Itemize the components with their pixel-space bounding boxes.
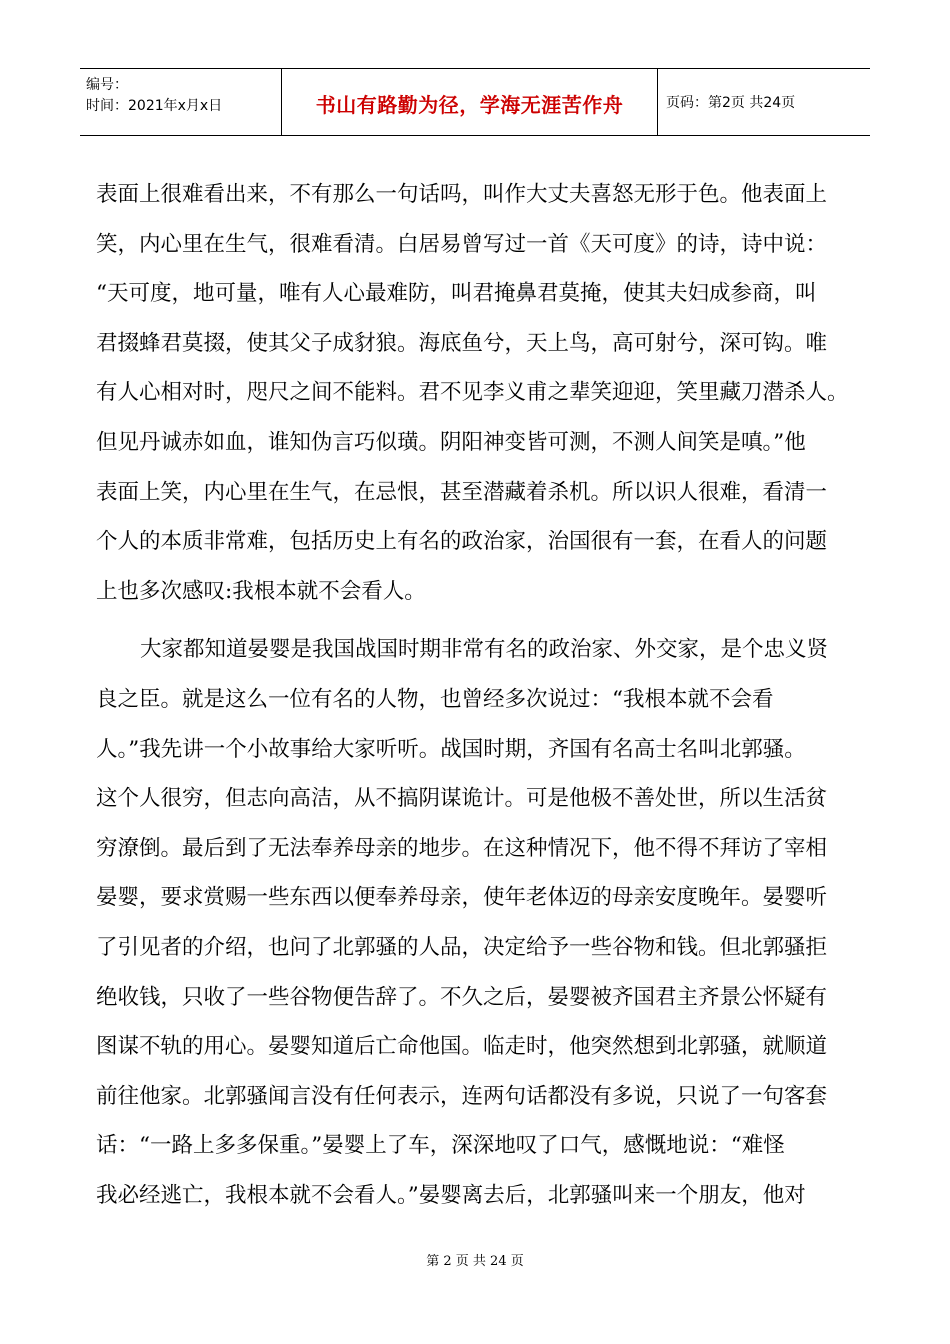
page-footer: 第 2 页 共 24 页: [426, 1254, 524, 1269]
date-label: 时间：2021年x月x日: [86, 98, 223, 114]
header-motto: 书山有路勤为径，学海无涯苦作舟: [282, 69, 658, 135]
text-line: 晏婴，要求赏赐一些东西以便奉养母亲，使年老体迈的母亲安度晚年。晏婴听: [96, 885, 828, 911]
text-line: 良之臣。就是这么一位有名的人物，也曾经多次说过：“我根本就不会看: [96, 686, 774, 712]
text-line: 前往他家。北郭骚闻言没有任何表示，连两句话都没有多说，只说了一句客套: [96, 1083, 828, 1109]
text-line: 表面上笑，内心里在生气，在忌恨，甚至潜藏着杀机。所以识人很难，看清一: [96, 479, 828, 505]
text-line: 君掇蜂君莫掇，使其父子成豺狼。海底鱼兮，天上鸟，高可射兮，深可钩。唯: [96, 330, 828, 356]
text-line: 但见丹诚赤如血，谁知伪言巧似璜。阴阳神变皆可测，不测人间笑是嗔。”他: [96, 429, 806, 455]
text-line: 有人心相对时，咫尺之间不能料。君不见李义甫之辈笑迎迎，笑里藏刀潜杀人。: [96, 380, 849, 406]
text-line: 大家都知道晏婴是我国战国时期非常有名的政治家、外交家，是个忠义贤: [140, 637, 829, 663]
serial-number-label: 编号：: [86, 77, 128, 93]
text-line: 了引见者的介绍，也问了北郭骚的人品，决定给予一些谷物和钱。但北郭骚拒: [96, 934, 828, 960]
document-body: [96, 170, 876, 1220]
header-meta: [80, 69, 282, 135]
page-header: [80, 68, 870, 136]
paragraph-2: [96, 625, 876, 1220]
text-line: 人。”我先讲一个小故事给大家听听。战国时期，齐国有名高士名叫北郭骚。: [96, 736, 806, 762]
text-line: “天可度，地可量，唯有人心最难防，叫君掩鼻君莫掩，使其夫妇成参商，叫: [96, 281, 817, 307]
text-line: 穷潦倒。最后到了无法奉养母亲的地步。在这种情况下，他不得不拜访了宰相: [96, 835, 828, 861]
header-page-number: 页码：第2页 共24页: [666, 95, 796, 111]
text-line: 笑，内心里在生气，很难看清。白居易曾写过一首《天可度》的诗，诗中说：: [96, 231, 828, 257]
text-line: 上也多次感叹:我根本就不会看人。: [96, 578, 426, 604]
paragraph-1: [96, 170, 876, 616]
text-line: 我必经逃亡，我根本就不会看人。”晏婴离去后，北郭骚叫来一个朋友，他对: [96, 1182, 806, 1208]
text-line: 个人的本质非常难，包括历史上有名的政治家，治国很有一套，在看人的问题: [96, 529, 828, 555]
text-line: 图谋不轨的用心。晏婴知道后亡命他国。临走时，他突然想到北郭骚，就顺道: [96, 1034, 828, 1060]
text-line: 话：“一路上多多保重。”晏婴上了车，深深地叹了口气，感慨地说：“难怪: [96, 1133, 785, 1159]
text-line: 这个人很穷，但志向高洁，从不搞阴谋诡计。可是他极不善处世，所以生活贫: [96, 786, 828, 812]
text-line: 绝收钱，只收了一些谷物便告辞了。不久之后，晏婴被齐国君主齐景公怀疑有: [96, 984, 828, 1010]
text-line: 表面上很难看出来，不有那么一句话吗，叫作大丈夫喜怒无形于色。他表面上: [96, 182, 828, 207]
